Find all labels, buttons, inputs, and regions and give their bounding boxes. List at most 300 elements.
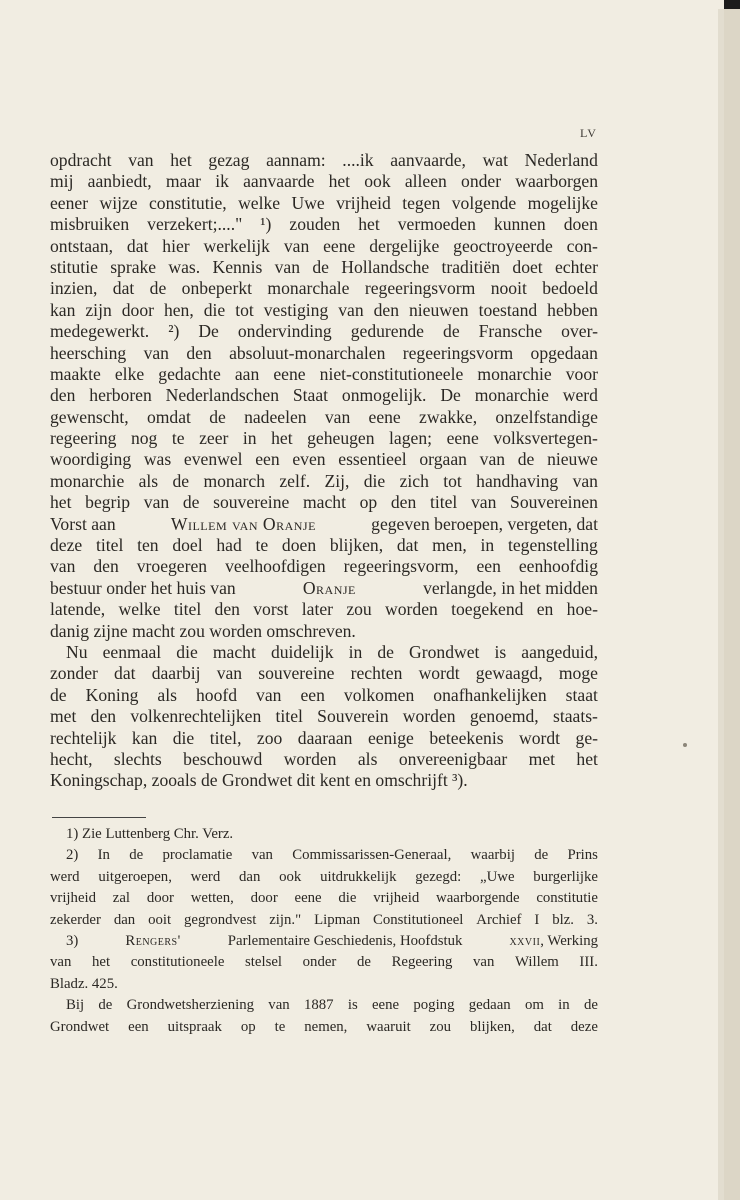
- text-line: [50, 642, 598, 663]
- word: elke: [114, 363, 145, 384]
- word: titel: [275, 706, 303, 727]
- main-text: [50, 150, 598, 792]
- word: echter: [555, 256, 598, 277]
- word: 2): [66, 847, 79, 864]
- word: die: [203, 299, 226, 320]
- word: de: [149, 278, 167, 299]
- word: dat: [126, 235, 149, 256]
- word: medegewerkt.: [50, 321, 150, 342]
- word: en: [536, 599, 554, 620]
- word: Fransche: [478, 321, 543, 342]
- word: werd: [190, 868, 221, 885]
- word: Nu: [66, 641, 88, 662]
- word: onbeperkt: [181, 278, 253, 299]
- word: hecht,: [50, 748, 93, 769]
- word: Zij,: [324, 470, 350, 491]
- word: even: [292, 449, 326, 470]
- text-line: Koningschap, zooals de Grondwet dit kent en omschrijft ³).: [50, 770, 468, 791]
- word: van: [572, 470, 598, 491]
- word: den: [214, 599, 240, 620]
- word: een: [300, 684, 325, 705]
- word: vrijheid: [50, 890, 97, 907]
- footnote-2-line: [50, 912, 598, 933]
- word: worden: [402, 706, 456, 727]
- text-line: [50, 599, 598, 620]
- word: zou: [429, 1018, 452, 1035]
- word: Prins: [567, 847, 598, 864]
- word: titel,: [209, 727, 242, 748]
- word: regeeringsvorm: [364, 278, 476, 299]
- text-line: [50, 300, 598, 321]
- word: aan: [234, 363, 260, 384]
- roman-numeral: xxvii: [509, 932, 541, 949]
- word: gedachte: [158, 363, 221, 384]
- word: misbruiken: [50, 214, 130, 235]
- word: den: [93, 556, 119, 577]
- word: met: [528, 748, 556, 769]
- word: constitutie,: [148, 192, 227, 213]
- word: handhaving: [476, 470, 559, 491]
- word: van: [338, 299, 364, 320]
- word: als: [157, 684, 177, 705]
- word: regeeringsvorm: [402, 342, 514, 363]
- word: genoemd,: [469, 706, 539, 727]
- word: stelsel: [245, 954, 283, 971]
- word: toegekend: [451, 599, 524, 620]
- word: wordt: [418, 663, 460, 684]
- word: had: [216, 535, 242, 556]
- word: de: [209, 406, 226, 427]
- word: den: [390, 492, 417, 513]
- word: vorst: [253, 599, 289, 620]
- footnote-3-line: Bladz. 425.: [50, 975, 118, 992]
- word: dat: [533, 1018, 552, 1035]
- word: van: [128, 150, 154, 170]
- word: constitutie: [536, 890, 598, 907]
- word: zeer: [199, 428, 229, 449]
- word: Hollandsche: [341, 256, 430, 277]
- word: ik: [215, 171, 229, 192]
- word: aanvaarde,: [390, 150, 466, 170]
- word: vroegeren: [136, 556, 208, 577]
- footnote-2-line: [50, 847, 598, 868]
- footnote-cont-line: [50, 1019, 598, 1040]
- word: tegen: [402, 192, 441, 213]
- word: welke: [238, 192, 281, 213]
- word: moge: [558, 663, 598, 684]
- text-line-vorst: [50, 514, 598, 535]
- text-segment: [509, 933, 598, 954]
- word: vestiging: [263, 299, 329, 320]
- word: I: [534, 911, 540, 928]
- word: werd: [50, 868, 80, 885]
- word: van: [274, 256, 301, 277]
- word: ²): [168, 321, 180, 342]
- word: blz.: [552, 911, 574, 928]
- word: van: [143, 492, 170, 513]
- word: wetten,: [190, 890, 234, 907]
- word: 1887: [303, 997, 334, 1014]
- word: traditiën: [441, 256, 501, 277]
- word: aangeduid,: [521, 641, 598, 662]
- word: van: [283, 235, 310, 256]
- word: zoo: [256, 727, 283, 748]
- word: waarborgende: [436, 890, 520, 907]
- text-line: [50, 214, 598, 235]
- word: latende,: [50, 599, 106, 620]
- word: daaraan: [297, 727, 353, 748]
- word: burgerlijke: [533, 868, 598, 885]
- word: monarch: [203, 470, 265, 491]
- footnote-2-line: [50, 890, 598, 911]
- word: eenhoofdig: [518, 556, 598, 577]
- word: Regeering: [391, 954, 453, 971]
- text-line: [50, 449, 598, 470]
- word: worden: [385, 599, 438, 620]
- text-line: [50, 257, 598, 278]
- word: omdat: [146, 406, 191, 427]
- word: die: [338, 890, 357, 907]
- text-line: [50, 385, 598, 406]
- word: absoluut-monarchalen: [229, 342, 386, 363]
- word: alleen: [404, 171, 447, 192]
- word: in: [242, 428, 257, 449]
- word: niet-constitutioneele: [319, 363, 464, 384]
- word: het: [50, 492, 72, 513]
- text-line: [50, 278, 598, 299]
- word: Kennis: [212, 256, 263, 277]
- word: kunnen: [493, 214, 546, 235]
- word: volkenrechtelijken: [130, 706, 262, 727]
- word: titel: [429, 492, 458, 513]
- word: een: [476, 556, 501, 577]
- text-line: [50, 343, 598, 364]
- word: was.: [168, 256, 201, 277]
- word: tot: [235, 299, 254, 320]
- word: lagen;: [389, 428, 433, 449]
- word: onmogelijk.: [341, 385, 427, 406]
- word: doen: [281, 535, 317, 556]
- word: Willem: [515, 954, 559, 971]
- word: vrijheid: [336, 192, 391, 213]
- word: waaruit: [366, 1018, 411, 1035]
- word: „Uwe: [480, 868, 515, 885]
- word: Lipman: [314, 911, 361, 928]
- word: ook: [364, 171, 391, 192]
- word: een: [128, 1018, 149, 1035]
- word: aanvaarde: [243, 171, 315, 192]
- word: Grondwet: [409, 641, 480, 662]
- word: hebben: [547, 299, 598, 320]
- word: van: [50, 556, 76, 577]
- word: gewaagd,: [475, 663, 543, 684]
- word: de: [443, 321, 460, 342]
- word: hoe-: [566, 599, 598, 620]
- word: als: [138, 470, 159, 491]
- word: regeeringsvorm,: [343, 556, 459, 577]
- word: con-: [566, 235, 598, 256]
- word: het: [92, 954, 111, 971]
- word: van: [251, 847, 273, 864]
- word: stitutie: [50, 256, 98, 277]
- word: onvereenigbaar: [398, 748, 508, 769]
- word: dat: [114, 663, 136, 684]
- word: den: [373, 299, 400, 320]
- word: staats-: [552, 706, 598, 727]
- word: zouden: [289, 214, 341, 235]
- word: doel: [172, 535, 203, 556]
- word: proclamatie: [162, 847, 233, 864]
- word: over-: [561, 321, 598, 342]
- word: geheugen: [307, 428, 375, 449]
- word: eene: [446, 428, 479, 449]
- word: onder: [302, 954, 337, 971]
- text-line-oranje: [50, 578, 598, 599]
- word: dan: [238, 868, 261, 885]
- word: als: [357, 748, 378, 769]
- word: daarbij: [151, 663, 201, 684]
- word: eene: [371, 997, 400, 1014]
- word: maar: [165, 171, 202, 192]
- word: eener: [50, 192, 89, 213]
- word: tot: [443, 470, 462, 491]
- word: nog: [130, 428, 158, 449]
- paper-speck: [683, 743, 687, 747]
- word: den: [186, 342, 212, 363]
- word: hier: [162, 235, 190, 256]
- word: blijken,: [329, 535, 384, 556]
- text-line: [50, 321, 598, 342]
- word: men,: [432, 535, 467, 556]
- word: in: [480, 535, 495, 556]
- word: titel: [95, 535, 124, 556]
- word: te: [255, 535, 269, 556]
- word: wordt: [519, 727, 561, 748]
- word: geoctroyeerde: [453, 235, 553, 256]
- word: monarchale: [267, 278, 350, 299]
- word: het: [576, 748, 598, 769]
- word: Koning: [85, 684, 139, 705]
- word: wijze: [99, 192, 138, 213]
- word: het: [170, 150, 192, 170]
- word: III.: [579, 954, 598, 971]
- word: waarborgen: [515, 171, 598, 192]
- word: tegenstelling: [507, 535, 598, 556]
- text-line: [50, 706, 598, 727]
- word: beteekenis: [429, 727, 504, 748]
- word: was: [143, 449, 172, 470]
- word: de: [534, 847, 549, 864]
- word: volkomen: [343, 684, 415, 705]
- word: van: [473, 954, 495, 971]
- word: opgedaan: [530, 342, 598, 363]
- word: worden: [283, 748, 337, 769]
- word: een: [255, 449, 280, 470]
- word: zijn.": [269, 911, 302, 928]
- word: bedoeld: [542, 278, 598, 299]
- word: gezag: [208, 150, 250, 170]
- word: zekerder: [50, 911, 101, 928]
- word: heersching: [50, 342, 127, 363]
- word: de: [98, 997, 113, 1014]
- word: Grondwetsherziening: [126, 997, 255, 1014]
- word: verzekert;....": [147, 214, 243, 235]
- text-line: [50, 364, 598, 385]
- word: van: [50, 954, 72, 971]
- word: constitutioneele: [130, 954, 225, 971]
- footnote-cont-line: [50, 997, 598, 1018]
- word: van: [216, 663, 243, 684]
- word: de: [50, 684, 67, 705]
- word: evenwel: [183, 449, 243, 470]
- word: vermoeden: [397, 214, 476, 235]
- word: eene: [273, 363, 306, 384]
- word: mogelijke: [527, 192, 598, 213]
- word: ooit: [148, 911, 172, 928]
- text-line: [50, 728, 598, 749]
- word: toestand: [478, 299, 538, 320]
- footnote-3-line: [50, 954, 598, 975]
- word: mij: [50, 171, 74, 192]
- word: werkelijk: [203, 235, 270, 256]
- word: blijken,: [470, 1018, 515, 1035]
- word: zijn: [85, 299, 112, 320]
- word: slechts: [113, 748, 162, 769]
- word: zal: [112, 890, 131, 907]
- word: het: [328, 171, 351, 192]
- word: is: [347, 997, 358, 1014]
- word: met: [50, 706, 77, 727]
- word: uitdrukkelijk: [320, 868, 397, 885]
- word: Nederlandschen: [165, 385, 279, 406]
- text-segment: bestuur onder het huis van: [50, 577, 236, 598]
- word: nieuwe: [547, 449, 598, 470]
- word: Staat: [292, 385, 329, 406]
- word: essentieel: [338, 449, 407, 470]
- word: waarbij: [470, 847, 515, 864]
- word: macht: [302, 492, 346, 513]
- word: eene: [368, 406, 401, 427]
- word: de: [312, 256, 329, 277]
- text-line: [50, 193, 598, 214]
- word: Commissarissen-Generaal,: [292, 847, 452, 864]
- word: gegrondvest: [184, 911, 257, 928]
- word: maakte: [50, 363, 101, 384]
- word: uitgeroepen,: [98, 868, 172, 885]
- word: nooit: [490, 278, 527, 299]
- word: zich: [399, 470, 429, 491]
- word: sprake: [110, 256, 157, 277]
- text-line: [50, 685, 598, 706]
- word: eenmaal: [102, 641, 162, 662]
- word: vrijheid: [373, 890, 420, 907]
- word: dat: [396, 535, 419, 556]
- word: wat: [482, 150, 508, 170]
- word: aannam:: [266, 150, 326, 170]
- name-willem-van-oranje: Willem van Oranje: [170, 513, 316, 534]
- word: ondervinding: [237, 321, 332, 342]
- page-number: LV: [580, 126, 597, 140]
- word: het: [358, 214, 380, 235]
- word: beschouwd: [183, 748, 263, 769]
- word: Grondwet: [50, 1018, 110, 1035]
- word: Bij: [66, 997, 85, 1014]
- word: doet: [512, 256, 543, 277]
- word: monarchie: [477, 363, 552, 384]
- word: te: [274, 1018, 286, 1035]
- word: rechtelijk: [50, 727, 117, 748]
- word: van: [256, 684, 282, 705]
- word: deze: [50, 535, 83, 556]
- word: dat: [112, 278, 135, 299]
- word: Constitutioneel: [372, 911, 464, 928]
- word: welke: [118, 599, 161, 620]
- word: om: [524, 997, 544, 1014]
- word: onder: [461, 171, 502, 192]
- word: door: [146, 890, 174, 907]
- text-segment: Parlementaire Geschiedenis, Hoofdstuk: [227, 932, 463, 949]
- word: Nederland: [524, 150, 598, 170]
- text-segment: verlangde, in het midden: [423, 577, 598, 598]
- word: souvereine: [258, 663, 335, 684]
- word: later: [301, 599, 334, 620]
- word: ontstaan,: [50, 235, 114, 256]
- word: ge-: [575, 727, 598, 748]
- word: zwakke,: [419, 406, 478, 427]
- text-line: danig zijne macht zou worden omschreven.: [50, 620, 356, 641]
- word: de: [182, 492, 200, 513]
- word: De: [440, 385, 461, 406]
- word: duidelijk: [270, 641, 334, 662]
- word: staat: [565, 684, 598, 705]
- word: opdracht: [50, 150, 112, 170]
- text-line: [50, 556, 598, 577]
- text-line: [50, 171, 598, 192]
- word: ¹): [260, 214, 272, 235]
- text-line: [50, 236, 598, 257]
- word: de: [129, 847, 144, 864]
- word: dergelijke: [369, 235, 440, 256]
- word: Uwe: [291, 192, 325, 213]
- text-segment: 3): [66, 932, 79, 949]
- word: regeering: [50, 428, 117, 449]
- footnote-2-line: [50, 869, 598, 890]
- word: gezegd:: [415, 868, 462, 885]
- word: volksvertegen-: [493, 428, 598, 449]
- word: titel: [173, 599, 202, 620]
- word: woordiging: [50, 449, 132, 470]
- word: werd: [562, 385, 598, 406]
- word: deze: [570, 1018, 598, 1035]
- word: van: [479, 449, 506, 470]
- word: op: [359, 492, 378, 513]
- name-oranje: Oranje: [302, 577, 356, 598]
- word: poging: [413, 997, 455, 1014]
- footnote-3-line: [50, 933, 598, 954]
- word: 3.: [586, 911, 598, 928]
- word: het: [271, 428, 293, 449]
- word: door: [250, 890, 278, 907]
- word: volgende: [451, 192, 517, 213]
- word: In: [97, 847, 110, 864]
- word: hen,: [163, 299, 194, 320]
- word: kan: [50, 299, 76, 320]
- word: monarchie: [474, 385, 549, 406]
- word: voor: [565, 363, 598, 384]
- text-line: [50, 150, 598, 171]
- word: in: [558, 997, 570, 1014]
- word: die: [363, 470, 386, 491]
